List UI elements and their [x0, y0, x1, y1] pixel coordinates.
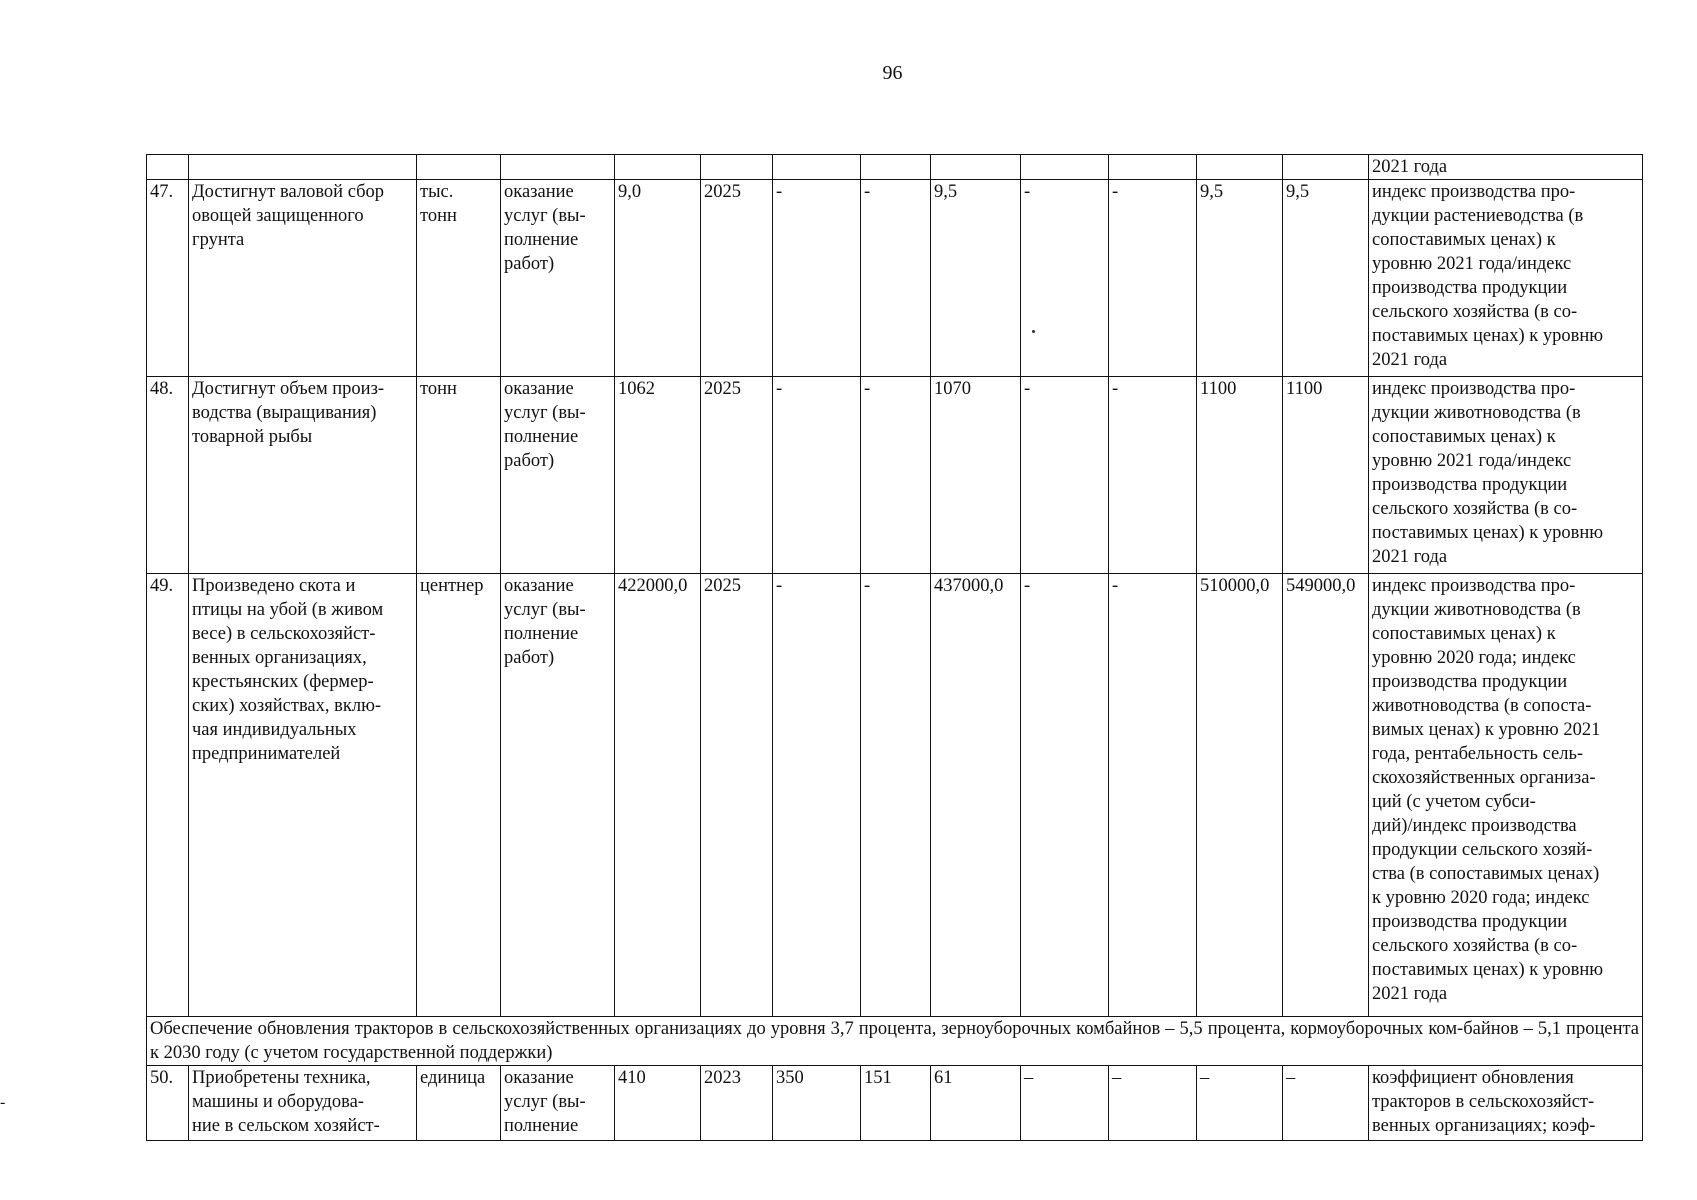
value-cell: 9,5	[1197, 180, 1283, 377]
unit-cell: центнер	[417, 574, 501, 1017]
indicators-table	[146, 154, 1643, 1141]
indicator-name: Произведено скота и птицы на убой (в живом весе) в сельскохозяйст- венных организациях, крестьянских (фермер- ских) хозяйствах, вклю- чая индивидуальных предпринимателей	[189, 574, 417, 1017]
section-heading: Обеспечение обновления тракторов в сельскохозяйственных организациях до уровня 3,7 процента, зерноуборочных комбайнов – 5,5 процента, кормоуборочных ком-байнов – 5,1 процента к 2030 году (с учетом государственной поддержки)	[147, 1017, 1643, 1066]
table-row-continuation	[147, 155, 1643, 180]
row-number: 48.	[147, 377, 189, 574]
value-cell: -	[773, 180, 861, 377]
row-number: 49.	[147, 574, 189, 1017]
type-cell: оказание услуг (вы- полнение работ)	[501, 180, 615, 377]
value-cell: -	[1109, 377, 1197, 574]
value-cell: –	[1197, 1066, 1283, 1141]
value-cell: 9,5	[1283, 180, 1369, 377]
value-cell: 549000,0	[1283, 574, 1369, 1017]
relation-cell: индекс производства про- дукции животноводства (в сопоставимых ценах) к уровню 2020 года; индекс производства продукции животноводства (в сопоста- вимых ценах) к уровню 2021 года, рентабельность сель- скохозяйственных организа- ций (с учетом субси- дий)/индекс производства продукции сельского хозяй- ства (в сопоставимых ценах) к уровню 2020 года; индекс производства продукции сельского хозяйства (в со- поставимых ценах) к уровню 2021 года	[1369, 574, 1643, 1017]
unit-cell: тонн	[417, 377, 501, 574]
page-number: 96	[882, 62, 903, 84]
unit-cell: тыс. тонн	[417, 180, 501, 377]
section-heading-row	[147, 1017, 1643, 1066]
type-cell: оказание услуг (вы- полнение	[501, 1066, 615, 1141]
value-cell: 1070	[931, 377, 1021, 574]
indicator-name: Достигнут объем произ- водства (выращивания) товарной рыбы	[189, 377, 417, 574]
indicator-name: Достигнут валовой сбор овощей защищенного грунта	[189, 180, 417, 377]
table-row	[147, 180, 1643, 377]
type-cell: оказание услуг (вы- полнение работ)	[501, 377, 615, 574]
base-year-cell: 2025	[701, 377, 773, 574]
relation-cell: индекс производства про- дукции растениеводства (в сопоставимых ценах) к уровню 2021 года/индекс производства продукции сельского хозяйства (в со- поставимых ценах) к уровню 2021 года	[1369, 180, 1643, 377]
value-cell: -	[773, 574, 861, 1017]
table-row	[147, 377, 1643, 574]
value-cell: -	[1109, 180, 1197, 377]
relation-cell: коэффициент обновления тракторов в сельскохозяйст- венных организациях; коэф-	[1369, 1066, 1643, 1141]
base-year-cell: 2023	[701, 1066, 773, 1141]
relation-cell: 2021 года	[1369, 155, 1643, 180]
base-year-cell: 2025	[701, 574, 773, 1017]
value-cell: -	[773, 377, 861, 574]
value-cell: 1100	[1283, 377, 1369, 574]
relation-cell: индекс производства про- дукции животноводства (в сопоставимых ценах) к уровню 2021 года/индекс производства продукции сельского хозяйства (в со- поставимых ценах) к уровню 2021 года	[1369, 377, 1643, 574]
value-cell: 350	[773, 1066, 861, 1141]
row-number: 50.	[147, 1066, 189, 1141]
value-cell: –	[1283, 1066, 1369, 1141]
value-cell: -	[861, 377, 931, 574]
indicator-name: Приобретены техника, машины и оборудова- ние в сельском хозяйст-	[189, 1066, 417, 1141]
scan-speck	[1032, 330, 1035, 333]
base-value-cell: 9,0	[615, 180, 701, 377]
value-cell: 1100	[1197, 377, 1283, 574]
value-cell: 9,5	[931, 180, 1021, 377]
value-cell: –	[1021, 1066, 1109, 1141]
value-cell: -	[1109, 574, 1197, 1017]
base-value-cell: 410	[615, 1066, 701, 1141]
value-cell: 151	[861, 1066, 931, 1141]
value-cell: –	[1109, 1066, 1197, 1141]
value-cell: -	[861, 574, 931, 1017]
base-value-cell: 422000,0	[615, 574, 701, 1017]
value-cell: -	[1021, 377, 1109, 574]
row-number: 47.	[147, 180, 189, 377]
type-cell: оказание услуг (вы- полнение работ)	[501, 574, 615, 1017]
value-cell: 510000,0	[1197, 574, 1283, 1017]
margin-mark: -	[0, 1094, 6, 1111]
base-value-cell: 1062	[615, 377, 701, 574]
value-cell: -	[861, 180, 931, 377]
base-year-cell: 2025	[701, 180, 773, 377]
value-cell: 437000,0	[931, 574, 1021, 1017]
value-cell: 61	[931, 1066, 1021, 1141]
table-row	[147, 1066, 1643, 1141]
value-cell: -	[1021, 574, 1109, 1017]
table-row	[147, 574, 1643, 1017]
unit-cell: единица	[417, 1066, 501, 1141]
value-cell: -	[1021, 180, 1109, 377]
